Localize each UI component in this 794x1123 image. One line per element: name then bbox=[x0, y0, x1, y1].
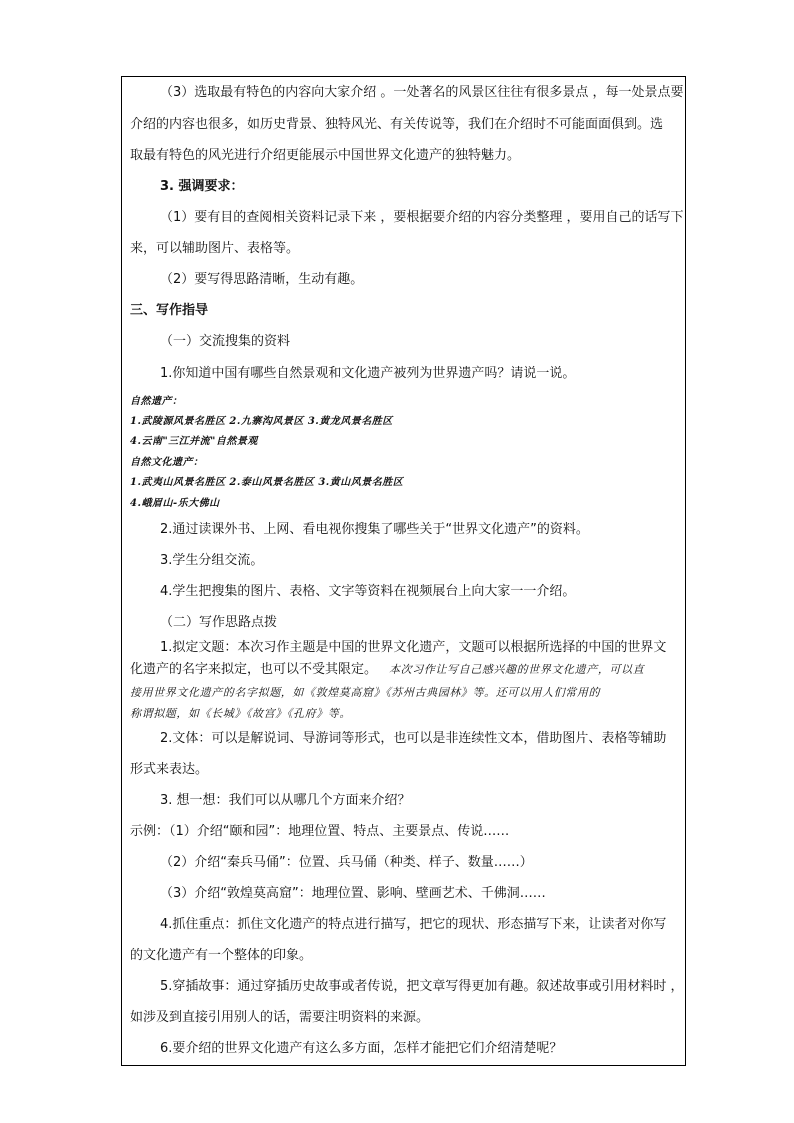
paragraph-line bbox=[130, 662, 644, 678]
paragraph-line: （1）要有目的查阅相关资料记录下来 ，要根据要介绍的内容分类整理 ，要用自己的话写下 bbox=[160, 210, 684, 225]
paragraph-line: 的文化遗产有一个整体的印象。 bbox=[130, 948, 313, 963]
paragraph-line: （3）选取最有特色的内容向大家介绍 。一处著名的风景区往往有很多景点 ，每一处景点要 bbox=[160, 85, 684, 100]
paragraph-line: 来，可以辅助图片、表格等。 bbox=[130, 241, 300, 256]
heading-requirements: 3. 强调要求： bbox=[160, 179, 244, 194]
paragraph-line: 3. 想一想：我们可以从哪几个方面来介绍？ bbox=[160, 793, 411, 808]
example-line: （3）介绍“敦煌莫高窟”：地理位置、影响、壁画艺术、千佛洞…… bbox=[160, 886, 546, 901]
paragraph-line: 5.穿插故事：通过穿插历史故事或者传说，把文章写得更加有趣。叙述故事或引用材料时 ， bbox=[160, 979, 684, 994]
subsection-heading: （二）写作思路点拨 bbox=[160, 615, 278, 630]
paragraph-line: 取最有特色的风光进行介绍更能展示中国世界文化遗产的独特魅力。 bbox=[130, 148, 521, 163]
paragraph-line: 2.文体：可以是解说词、导游词等形式，也可以是非连续性文本，借助图片、表格等辅助 bbox=[160, 731, 667, 746]
handwritten-line: 称谓拟题，如《长城》《故宫》《孔府》等。 bbox=[130, 707, 351, 720]
paragraph-line: 1.拟定文题：本次习作主题是中国的世界文化遗产，文题可以根据所选择的中国的世界文 bbox=[160, 640, 667, 655]
question-line: 3.学生分组交流。 bbox=[160, 553, 264, 568]
subsection-heading: （一）交流搜集的资料 bbox=[160, 334, 291, 349]
example-line: 示例：（1）介绍“颐和园”：地理位置、特点、主要景点、传说…… bbox=[130, 824, 510, 839]
handwritten-line: 接用世界文化遗产的名字拟题，如《敦煌莫高窟》《苏州古典园林》等。还可以用人们常用的 bbox=[130, 686, 601, 699]
section-heading: 三、写作指导 bbox=[130, 303, 209, 318]
question-line: 2.通过读课外书、上网、看电视你搜集了哪些关于“世界文化遗产”的资料。 bbox=[160, 522, 589, 537]
handwritten-text: 本次习作让写自己感兴趣的世界文化遗产，可以直 bbox=[389, 663, 645, 676]
handwritten-line: 4.峨眉山-乐大佛山 bbox=[130, 498, 220, 509]
handwritten-line: 4.云南"三江并流"自然景观 bbox=[130, 436, 258, 447]
handwritten-line: 自然文化遗产： bbox=[130, 457, 204, 468]
handwritten-line: 1.武夷山风景名胜区 2.泰山风景名胜区 3.黄山风景名胜区 bbox=[130, 477, 404, 488]
paragraph-line: 如涉及到直接引用别人的话，需要注明资料的来源。 bbox=[130, 1010, 430, 1025]
paragraph-text: 化遗产的名字来拟定，也可以不受其限定。 bbox=[130, 662, 378, 677]
paragraph-line: 4.抓住重点：抓住文化遗产的特点进行描写，把它的现状、形态描写下来，让读者对你写 bbox=[160, 917, 667, 932]
handwritten-line: 自然遗产： bbox=[130, 396, 183, 407]
paragraph-line: 6.要介绍的世界文化遗产有这么多方面，怎样才能把它们介绍清楚呢？ bbox=[160, 1041, 563, 1056]
paragraph-line: 形式来表达。 bbox=[130, 762, 209, 777]
paragraph-line: 介绍的内容也很多，如历史背景、独特风光、有关传说等，我们在介绍时不可能面面俱到。选 bbox=[130, 117, 664, 132]
handwritten-line: 1.武陵源风景名胜区 2.九寨沟风景区 3.黄龙风景名胜区 bbox=[130, 416, 393, 427]
question-line: 1.你知道中国有哪些自然景观和文化遗产被列为世界遗产吗？请说一说。 bbox=[160, 366, 576, 381]
paragraph-line: （2）要写得思路清晰，生动有趣。 bbox=[160, 272, 364, 287]
example-line: （2）介绍“秦兵马俑”：位置、兵马俑（种类、样子、数量……） bbox=[160, 855, 533, 870]
question-line: 4.学生把搜集的图片、表格、文字等资料在视频展台上向大家一一介绍。 bbox=[160, 584, 576, 599]
